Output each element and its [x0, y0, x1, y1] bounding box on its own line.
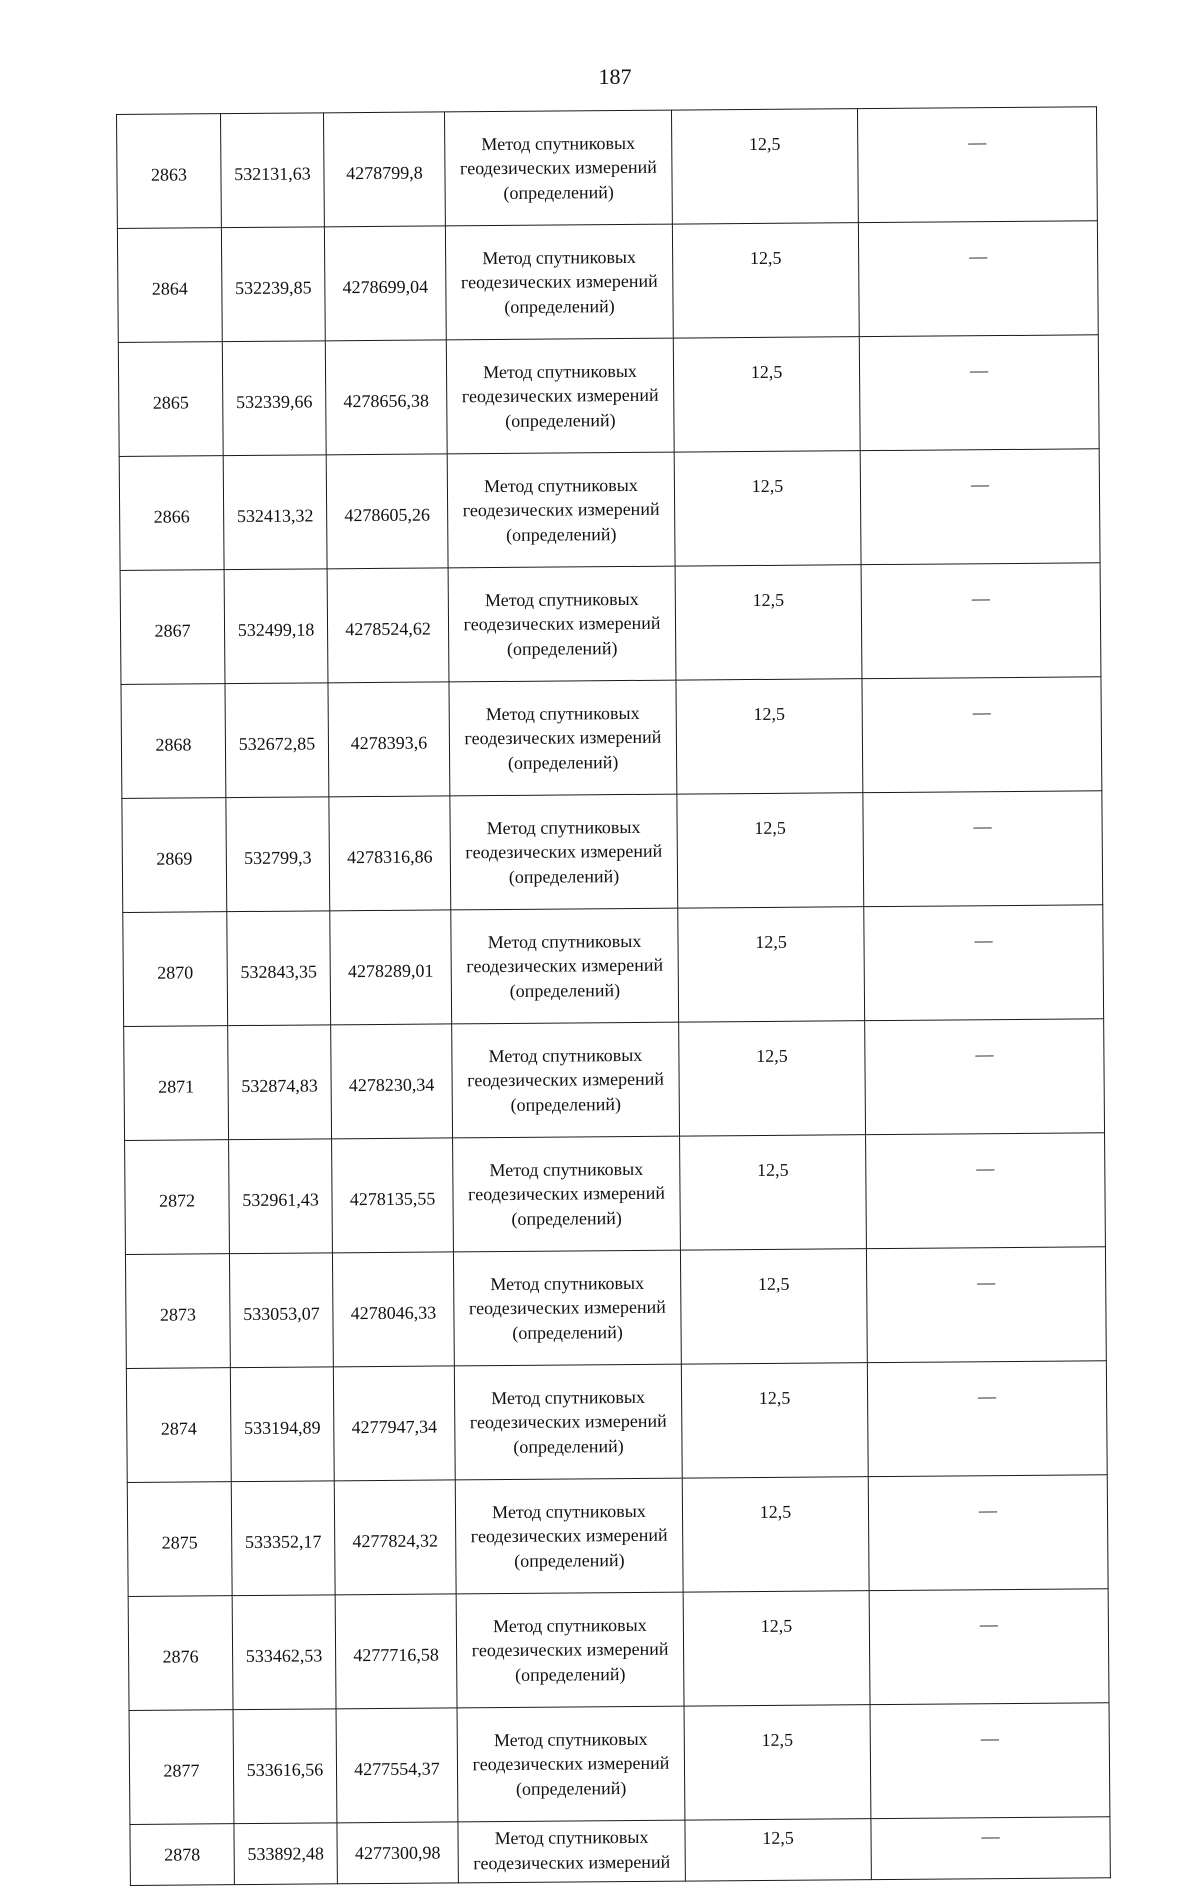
point-number-cell: 2875	[127, 1482, 232, 1597]
accuracy-cell: 12,5	[680, 1249, 867, 1364]
method-line: Метод спутниковых	[488, 1044, 643, 1066]
method-cell	[458, 1820, 685, 1883]
point-number-cell: 2878	[130, 1824, 234, 1886]
table-body	[117, 107, 1111, 1886]
point-number-cell: 2876	[128, 1596, 233, 1711]
method-cell	[448, 566, 676, 682]
accuracy-cell: 12,5	[673, 337, 860, 452]
point-number-cell: 2869	[122, 798, 227, 913]
method-line: геодезических измерений	[471, 1638, 669, 1661]
method-line: геодезических измерений	[473, 1851, 671, 1873]
accuracy-cell: 12,5	[684, 1705, 871, 1820]
accuracy-cell: 12,5	[680, 1135, 867, 1250]
method-line: Метод спутниковых	[491, 1386, 646, 1408]
y-coordinate-cell: 4278605,26	[326, 454, 448, 569]
method-line: Метод спутниковых	[487, 930, 642, 952]
table-row	[126, 1361, 1107, 1483]
y-coordinate-cell: 4278135,55	[332, 1138, 454, 1253]
point-number-cell: 2870	[123, 912, 228, 1027]
method-line: (определений)	[507, 751, 619, 773]
method-line: (определений)	[506, 637, 618, 659]
method-line: (определений)	[504, 295, 615, 317]
point-number-cell: 2871	[124, 1026, 229, 1141]
x-coordinate-cell: 532799,3	[226, 797, 330, 912]
method-line: Метод спутниковых	[490, 1272, 645, 1294]
method-line: Метод спутниковых	[493, 1728, 648, 1750]
accuracy-cell: 12,5	[675, 565, 862, 680]
method-cell	[450, 794, 678, 910]
y-coordinate-cell: 4277716,58	[335, 1594, 457, 1709]
table-row	[123, 905, 1104, 1027]
method-cell	[446, 338, 674, 454]
method-line: (определений)	[509, 979, 621, 1001]
y-coordinate-cell: 4277554,37	[336, 1708, 458, 1823]
accuracy-cell: 12,5	[679, 1021, 866, 1136]
x-coordinate-cell: 532339,66	[222, 341, 326, 456]
method-line: геодезических измерений	[470, 1524, 668, 1547]
method-line: (определений)	[508, 865, 620, 887]
method-cell	[457, 1706, 685, 1822]
accuracy-cell: 12,5	[682, 1477, 869, 1592]
accuracy-cell: 12,5	[683, 1591, 870, 1706]
method-line: (определений)	[512, 1321, 623, 1343]
method-cell	[453, 1136, 681, 1252]
y-coordinate-cell: 4278656,38	[325, 340, 447, 455]
method-line: Метод спутниковых	[483, 474, 638, 496]
method-cell	[454, 1364, 682, 1480]
y-coordinate-cell: 4278230,34	[331, 1024, 453, 1139]
method-line: геодезических измерений	[463, 612, 661, 635]
note-cell: —	[858, 221, 1098, 337]
method-line: Метод спутниковых	[494, 1826, 649, 1849]
table-row	[118, 335, 1099, 457]
method-line: геодезических измерений	[467, 1068, 665, 1091]
note-cell: —	[865, 1019, 1105, 1135]
method-line: геодезических измерений	[468, 1296, 666, 1319]
y-coordinate-cell: 4277824,32	[334, 1480, 456, 1595]
method-line: Метод спутниковых	[484, 588, 639, 610]
x-coordinate-cell: 533352,17	[231, 1481, 335, 1596]
method-line: геодезических измерений	[459, 157, 657, 179]
method-line: геодезических измерений	[465, 840, 663, 863]
method-line: Метод спутниковых	[482, 246, 637, 268]
page-number: 187	[598, 64, 632, 89]
table-row	[119, 449, 1100, 571]
coordinates-table	[116, 106, 1111, 1886]
note-cell: —	[859, 335, 1099, 451]
method-line: Метод спутниковых	[492, 1614, 647, 1636]
x-coordinate-cell: 532961,43	[229, 1139, 333, 1254]
method-cell	[455, 1478, 683, 1594]
note-cell: —	[863, 791, 1103, 907]
method-line: Метод спутниковых	[486, 816, 641, 838]
method-line: (определений)	[505, 409, 616, 431]
table-row	[125, 1133, 1106, 1255]
table-row	[125, 1247, 1106, 1369]
method-cell	[447, 452, 675, 568]
accuracy-cell: 12,5	[681, 1363, 868, 1478]
point-number-cell: 2867	[120, 570, 225, 685]
x-coordinate-cell: 532131,63	[221, 113, 325, 228]
y-coordinate-cell: 4278289,01	[330, 910, 452, 1025]
method-line: геодезических измерений	[464, 726, 662, 749]
note-cell: —	[861, 563, 1101, 679]
accuracy-cell: 12,5	[685, 1819, 871, 1881]
point-number-cell: 2877	[129, 1710, 234, 1825]
method-cell	[449, 680, 677, 796]
table-row	[128, 1589, 1109, 1711]
x-coordinate-cell: 532672,85	[225, 683, 329, 798]
method-line: геодезических измерений	[461, 384, 659, 407]
method-cell	[445, 224, 673, 340]
accuracy-cell: 12,5	[674, 451, 861, 566]
table-row	[129, 1703, 1110, 1825]
point-number-cell: 2864	[117, 228, 222, 343]
point-number-cell: 2872	[125, 1140, 230, 1255]
method-line: геодезических измерений	[467, 1182, 665, 1205]
y-coordinate-cell: 4278316,86	[329, 796, 451, 911]
method-line: геодезических измерений	[460, 271, 658, 293]
x-coordinate-cell: 532874,83	[228, 1025, 332, 1140]
note-cell: —	[862, 677, 1102, 793]
method-line: геодезических измерений	[472, 1752, 670, 1775]
table-row	[122, 791, 1103, 913]
accuracy-cell: 12,5	[672, 223, 859, 338]
note-cell: —	[869, 1589, 1109, 1705]
note-cell: —	[857, 107, 1097, 223]
x-coordinate-cell: 533892,48	[234, 1823, 337, 1885]
method-cell	[444, 110, 672, 226]
table-row	[130, 1817, 1110, 1886]
method-line: (определений)	[511, 1207, 622, 1229]
x-coordinate-cell: 532413,32	[223, 455, 327, 570]
note-cell: —	[868, 1475, 1108, 1591]
method-line: (определений)	[514, 1549, 625, 1571]
table-row	[120, 563, 1101, 685]
method-line: (определений)	[506, 523, 617, 545]
table-row	[124, 1019, 1105, 1141]
y-coordinate-cell: 4277947,34	[333, 1366, 455, 1481]
method-line: геодезических измерений	[462, 498, 660, 521]
method-line: (определений)	[513, 1435, 624, 1457]
note-cell: —	[867, 1361, 1107, 1477]
y-coordinate-cell: 4278699,04	[324, 226, 446, 341]
point-number-cell: 2874	[126, 1368, 231, 1483]
method-line: геодезических измерений	[469, 1410, 667, 1433]
method-cell	[452, 1022, 680, 1138]
method-line: геодезических измерений	[466, 954, 664, 977]
y-coordinate-cell: 4277300,98	[337, 1822, 458, 1884]
accuracy-cell: 12,5	[677, 793, 864, 908]
x-coordinate-cell: 533462,53	[232, 1595, 336, 1710]
note-cell: —	[866, 1247, 1106, 1363]
note-cell: —	[870, 1703, 1110, 1819]
x-coordinate-cell: 533616,56	[233, 1709, 337, 1824]
table-row	[117, 221, 1098, 343]
x-coordinate-cell: 532239,85	[221, 227, 325, 342]
accuracy-cell: 12,5	[678, 907, 865, 1022]
x-coordinate-cell: 533053,07	[229, 1253, 333, 1368]
method-cell	[451, 908, 679, 1024]
note-cell: —	[860, 449, 1100, 565]
table-row	[117, 107, 1098, 229]
x-coordinate-cell: 532499,18	[224, 569, 328, 684]
point-number-cell: 2873	[125, 1254, 230, 1369]
method-line: Метод спутниковых	[492, 1500, 646, 1522]
table-row	[121, 677, 1102, 799]
x-coordinate-cell: 532843,35	[227, 911, 331, 1026]
accuracy-cell: 12,5	[671, 109, 858, 224]
method-line: (определений)	[503, 181, 614, 203]
y-coordinate-cell: 4278799,8	[323, 112, 445, 227]
note-cell: —	[864, 905, 1104, 1021]
method-line: (определений)	[510, 1093, 622, 1115]
method-line: Метод спутниковых	[481, 132, 636, 154]
method-cell	[456, 1592, 684, 1708]
note-cell: —	[866, 1133, 1106, 1249]
method-line: (определений)	[515, 1777, 627, 1799]
table-row	[127, 1475, 1108, 1597]
method-line: Метод спутниковых	[485, 702, 640, 724]
point-number-cell: 2863	[117, 114, 222, 229]
method-line: Метод спутниковых	[489, 1158, 644, 1180]
x-coordinate-cell: 533194,89	[230, 1367, 334, 1482]
point-number-cell: 2868	[121, 684, 226, 799]
note-cell: —	[871, 1817, 1110, 1880]
y-coordinate-cell: 4278046,33	[332, 1252, 454, 1367]
method-cell	[453, 1250, 681, 1366]
y-coordinate-cell: 4278524,62	[327, 568, 449, 683]
point-number-cell: 2865	[118, 342, 223, 457]
accuracy-cell: 12,5	[676, 679, 863, 794]
method-line: (определений)	[514, 1663, 626, 1685]
y-coordinate-cell: 4278393,6	[328, 682, 450, 797]
point-number-cell: 2866	[119, 456, 224, 571]
method-line: Метод спутниковых	[483, 360, 637, 382]
